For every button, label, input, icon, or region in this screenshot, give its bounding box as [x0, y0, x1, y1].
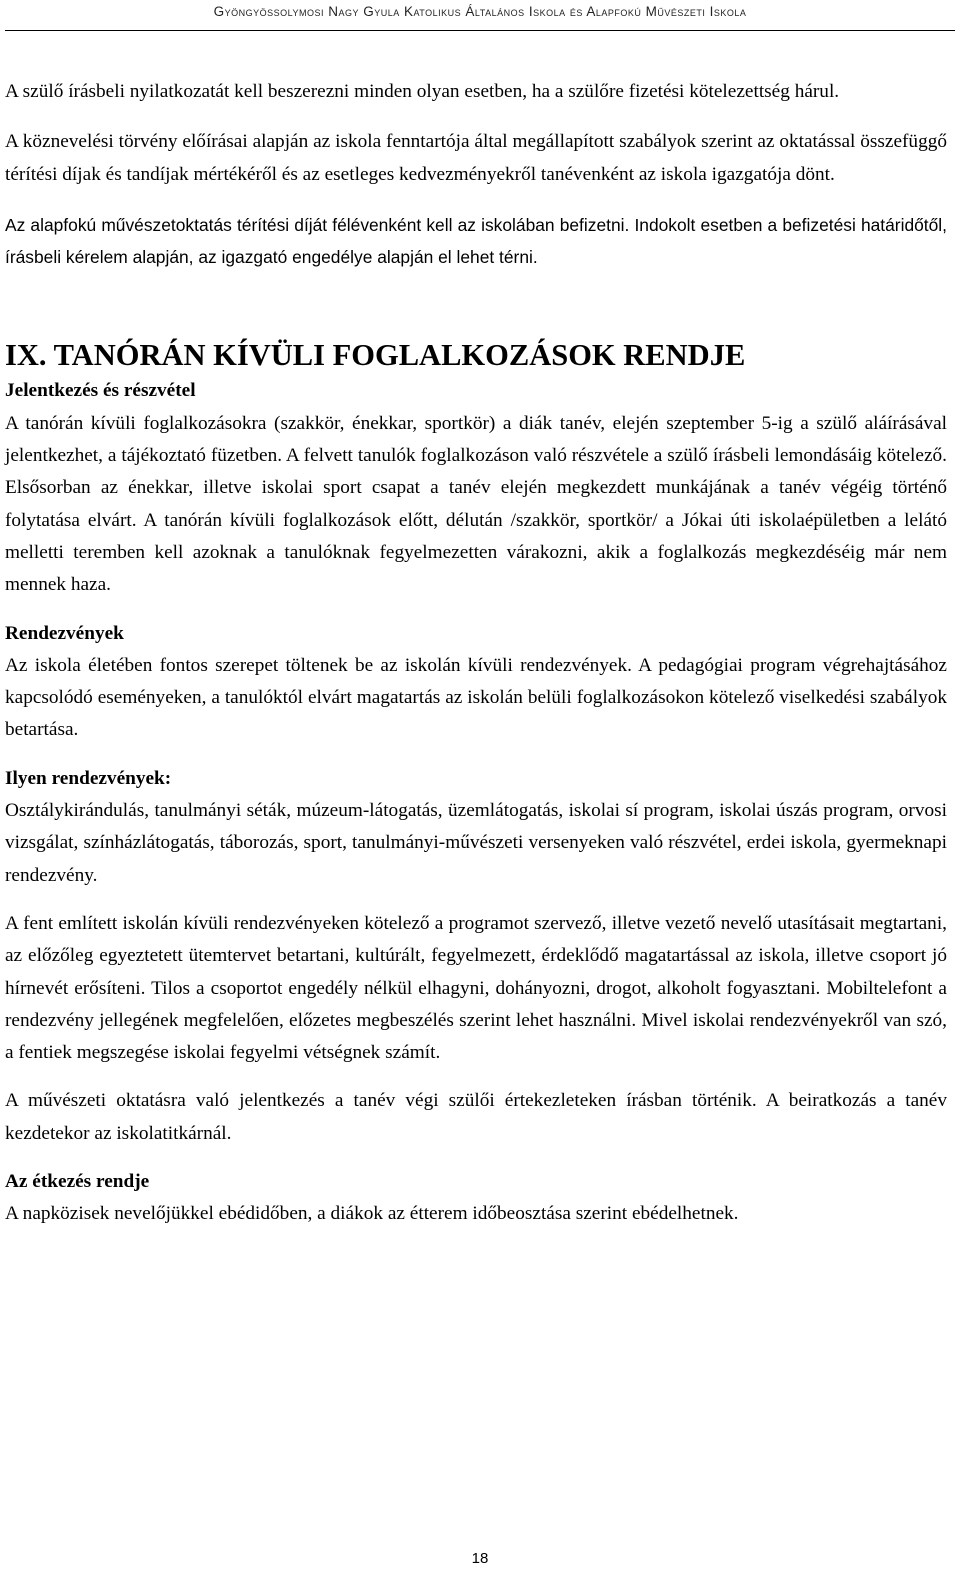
- paragraph-events: Az iskola életében fontos szerepet töltenek be az iskolán kívüli rendezvények. A pedagógiai program végrehajtásához kapcsolódó eseményeken, a tanulóktól elvárt magatartás az iskolán belüli foglalkozásokon kötelező viselkedési szabályok betartása.: [5, 654, 947, 741]
- section-heading-registration: Jelentkezés és részvétel: [5, 380, 196, 402]
- paragraph-art-fee: Az alapfokú művészetoktatás térítési díját félévenként kell az iskolában befizetni. Indokolt esetben a befizetési határidőtől, írásbeli kérelem alapján, az igazgató engedélye alapján el lehet térni.: [5, 214, 947, 268]
- page-number: 18: [471, 1550, 489, 1567]
- paragraph-event-types: Osztálykirándulás, tanulmányi séták, múzeum-látogatás, üzemlátogatás, iskolai sí program, iskolai úszás program, orvosi vizsgálat, színházlátogatás, táborozás, sport, tanulmányi-művészeti versenyeken való részvétel, erdei iskola, gyermeknapi rendezvény.: [5, 800, 947, 886]
- page-content: [5, 76, 947, 1231]
- running-header: Gyöngyössolymosi Nagy Gyula Katolikus Általános Iskola és Alapfokú Művészeti Iskola: [213, 4, 747, 19]
- header-divider: [5, 30, 955, 31]
- paragraph-art-registration: A művészeti oktatásra való jelentkezés a tanév végi szülői értekezleteken írásban történik. A beiratkozás a tanév kezdetekor az iskolatitkárnál.: [5, 1090, 947, 1144]
- section-heading-events: Rendezvények: [5, 622, 124, 644]
- paragraph-meals: A napközisek nevelőjükkel ebédidőben, a diákok az étterem időbeosztása szerint ebédelhetnek.: [5, 1203, 739, 1225]
- section-heading-event-types: Ilyen rendezvények:: [5, 767, 172, 789]
- chapter-title: IX. TANÓRÁN KÍVÜLI FOGLALKOZÁSOK RENDJE: [5, 338, 746, 373]
- paragraph-event-conduct: A fent említett iskolán kívüli rendezvényeken kötelező a programot szervező, illetve vezető nevelő utasításait megtartani, az előzőleg egyeztetett ütemtervet betartani, kultúrált, fegyelmezett, érdeklődő magatartással az iskola, illetve csoport jó hírnevét erősíteni. Tilos a csoportot engedély nélkül elhagyni, dohányozni, drogot, alkoholt fogyasztani. Mobiltelefont a rendezvény jellegének megfelelően, előzetes megbeszélés szerint lehet használni. Mivel iskolai rendezvényekről van szó, a fentiek megszegése iskolai fegyelmi vétségnek számít.: [5, 912, 947, 1064]
- section-heading-meals: Az étkezés rendje: [5, 1171, 150, 1193]
- paragraph-parent-declaration: A szülő írásbeli nyilatkozatát kell beszerezni minden olyan esetben, ha a szülőre fizetési kötelezettség hárul.: [5, 81, 840, 102]
- paragraph-fee-rules: A köznevelési törvény előírásai alapján az iskola fenntartója által megállapított szabályok szerint az oktatással összefüggő térítési díjak és tandíjak mértékéről és az esetleges kedvezményekről tanévenként az iskola igazgatója dönt.: [5, 131, 947, 185]
- paragraph-registration: A tanórán kívüli foglalkozásokra (szakkör, énekkar, sportkör) a diák tanév, elején szeptember 5-ig a szülő aláírásával jelentkezhet, a tájékoztató füzetben. A felvett tanulók foglalkozáson való részvétele a szülő írásbeli lemondásáig kötelező. Elsősorban az énekkar, illetve iskolai sport csapat a tanév elején megkezdett munkájának a tanév végéig történő folytatása elvárt. A tanórán kívüli foglalkozások előtt, délután /szakkör, sportkör/ a Jókai úti iskolaépületben a lelátó melletti teremben kell azoknak a tanulóknak fegyelmezetten várakozni, akik a foglalkozás megkezdéséig már nem mennek haza.: [5, 412, 947, 596]
